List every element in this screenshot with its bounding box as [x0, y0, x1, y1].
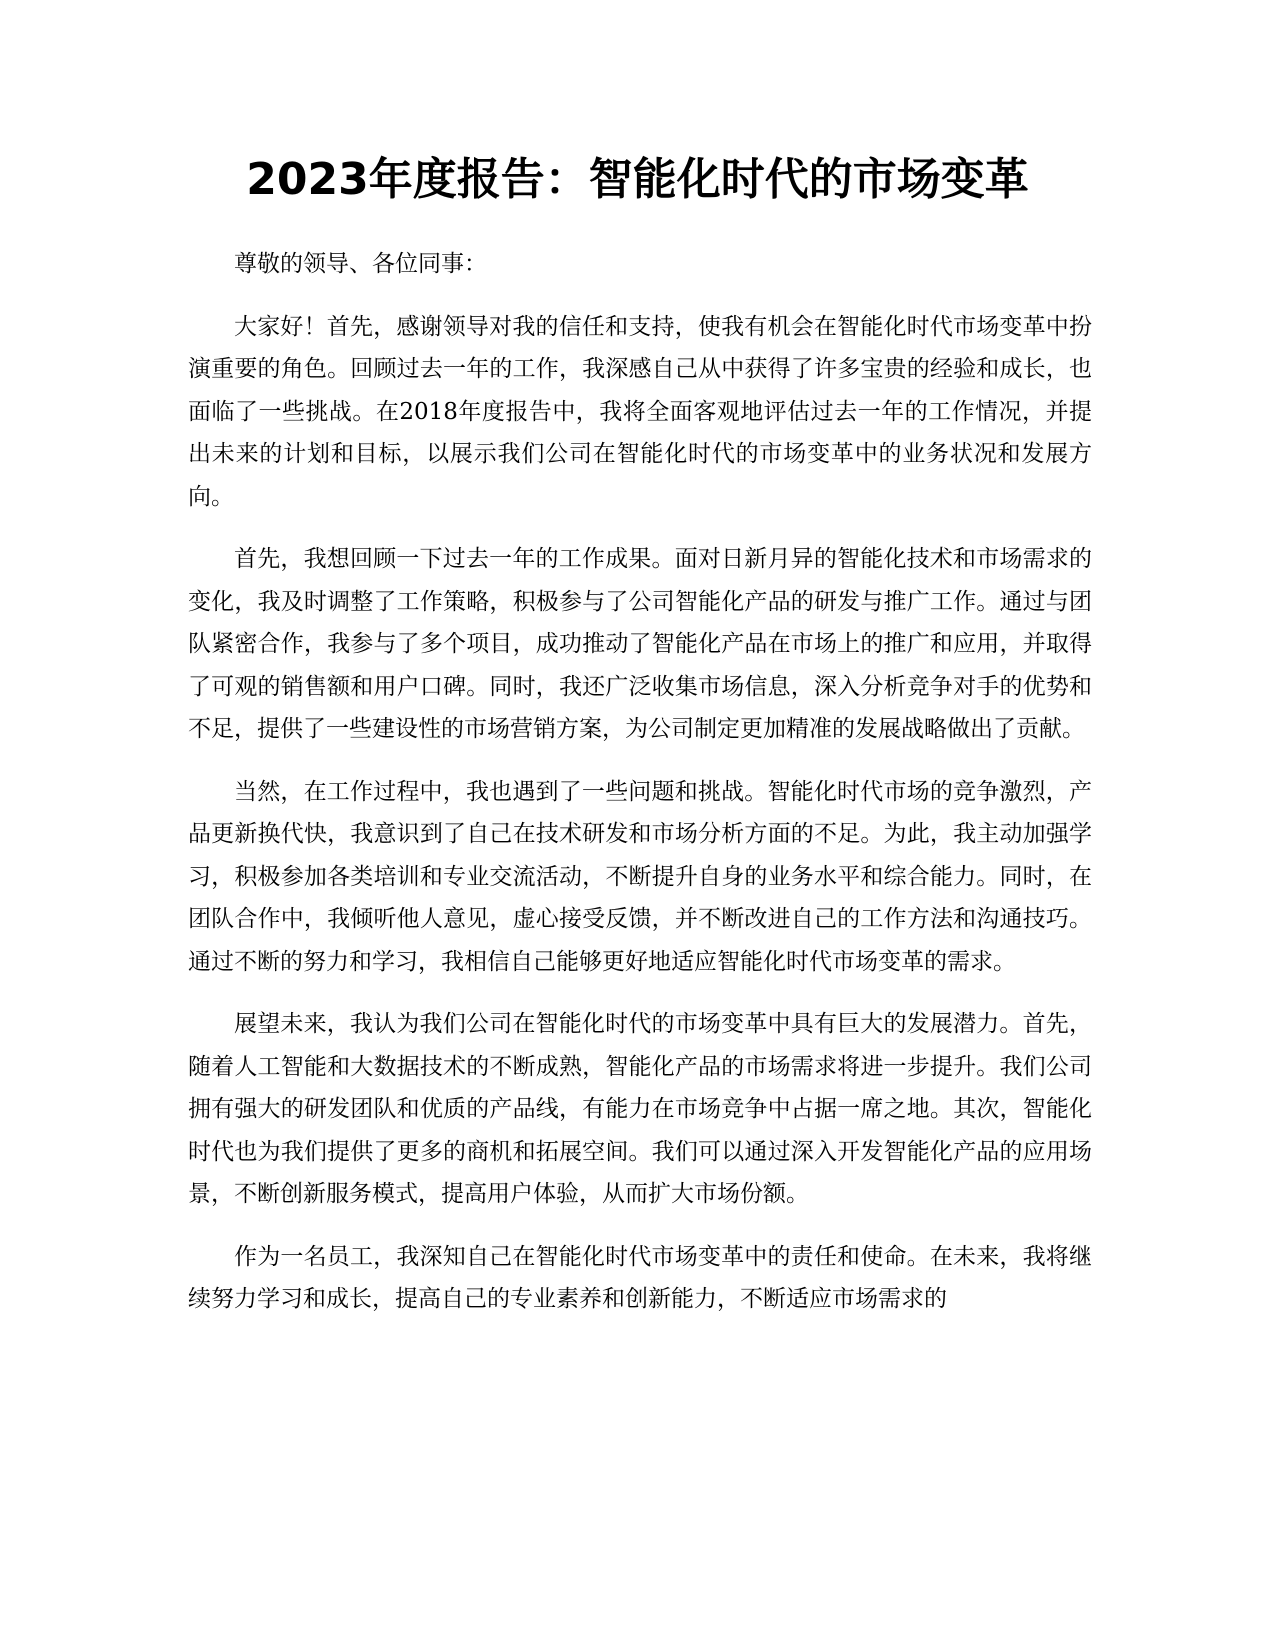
paragraph-achievements: 首先，我想回顾一下过去一年的工作成果。面对日新月异的智能化技术和市场需求的变化，我及时调整了工作策略，积极参与了公司智能化产品的研发与推广工作。通过与团队紧密合作，我参与了多个项目，成功推动了智能化产品在市场上的推广和应用，并取得了可观的销售额和用户口碑。同时，我还广泛收集市场信息，深入分析竞争对手的优势和不足，提供了一些建设性的市场营销方案，为公司制定更加精准的发展战略做出了贡献。 — [188, 546, 1092, 742]
paragraph-intro: 大家好！首先，感谢领导对我的信任和支持，使我有机会在智能化时代市场变革中扮演重要的角色。回顾过去一年的工作，我深感自己从中获得了许多宝贵的经验和成长，也面临了一些挑战。在2018年度报告中，我将全面客观地评估过去一年的工作情况，并提出未来的计划和目标，以展示我们公司在智能化时代的市场变革中的业务状况和发展方向。 — [188, 313, 1092, 510]
paragraph-outlook: 展望未来，我认为我们公司在智能化时代的市场变革中具有巨大的发展潜力。首先，随着人工智能和大数据技术的不断成熟，智能化产品的市场需求将进一步提升。我们公司拥有强大的研发团队和优质的产品线，有能力在市场竞争中占据一席之地。其次，智能化时代也为我们提供了更多的商机和拓展空间。我们可以通过深入开发智能化产品的应用场景，不断创新服务模式，提高用户体验，从而扩大市场份额。 — [188, 1011, 1092, 1207]
salutation: 尊敬的领导、各位同事： — [234, 251, 487, 277]
document-body — [188, 243, 1092, 1341]
paragraph-responsibility: 作为一名员工，我深知自己在智能化时代市场变革中的责任和使命。在未来，我将继续努力学习和成长，提高自己的专业素养和创新能力，不断适应市场需求的 — [188, 1243, 1092, 1312]
document-title: 2023年度报告：智能化时代的市场变革 — [246, 154, 1029, 205]
paragraph-challenges: 当然，在工作过程中，我也遇到了一些问题和挑战。智能化时代市场的竞争激烈，产品更新换代快，我意识到了自己在技术研发和市场分析方面的不足。为此，我主动加强学习，积极参加各类培训和专业交流活动，不断提升自身的业务水平和综合能力。同时，在团队合作中，我倾听他人意见，虚心接受反馈，并不断改进自己的工作方法和沟通技巧。通过不断的努力和学习，我相信自己能够更好地适应智能化时代市场变革的需求。 — [188, 778, 1092, 975]
